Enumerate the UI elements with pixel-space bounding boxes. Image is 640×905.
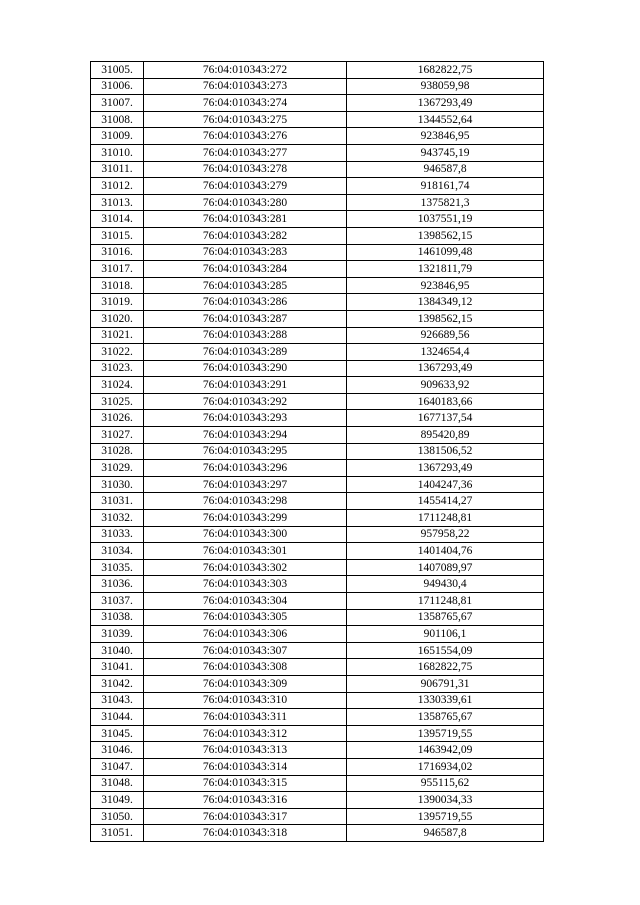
cadastral-value-cell: 1404247,36 [347,476,544,493]
cadastral-value-cell: 1455414,27 [347,493,544,510]
cadastral-number-cell: 76:04:010343:273 [144,78,347,95]
table-row [91,360,544,377]
cadastral-value-cell: 1407089,97 [347,559,544,576]
table-row [91,460,544,477]
table-row [91,675,544,692]
row-number-cell: 31015. [91,227,144,244]
row-number-cell: 31018. [91,277,144,294]
table-row [91,526,544,543]
cadastral-number-cell: 76:04:010343:276 [144,128,347,145]
cadastral-value-cell: 906791,31 [347,675,544,692]
cadastral-value-cell: 1324654,4 [347,344,544,361]
cadastral-value-cell: 1463942,09 [347,742,544,759]
cadastral-value-cell: 1640183,66 [347,393,544,410]
cadastral-value-cell: 1367293,49 [347,95,544,112]
cadastral-number-cell: 76:04:010343:282 [144,227,347,244]
table-row [91,244,544,261]
row-number-cell: 31048. [91,775,144,792]
cadastral-number-cell: 76:04:010343:299 [144,510,347,527]
row-number-cell: 31013. [91,194,144,211]
cadastral-value-cell: 1682822,75 [347,62,544,79]
cadastral-number-cell: 76:04:010343:293 [144,410,347,427]
cadastral-value-cell: 1375821,3 [347,194,544,211]
row-number-cell: 31033. [91,526,144,543]
table-body [91,62,544,842]
table-row [91,327,544,344]
cadastral-value-cell: 1390034,33 [347,792,544,809]
cadastral-number-cell: 76:04:010343:274 [144,95,347,112]
cadastral-value-cell: 957958,22 [347,526,544,543]
table-row [91,393,544,410]
cadastral-number-cell: 76:04:010343:278 [144,161,347,178]
cadastral-value-cell: 1682822,75 [347,659,544,676]
row-number-cell: 31038. [91,609,144,626]
row-number-cell: 31016. [91,244,144,261]
row-number-cell: 31043. [91,692,144,709]
cadastral-number-cell: 76:04:010343:285 [144,277,347,294]
table-row [91,725,544,742]
cadastral-value-cell: 1384349,12 [347,294,544,311]
table-row [91,310,544,327]
table-row [91,261,544,278]
cadastral-value-cell: 926689,56 [347,327,544,344]
table-row [91,62,544,79]
cadastral-value-cell: 1395719,55 [347,808,544,825]
cadastral-value-cell: 1711248,81 [347,510,544,527]
row-number-cell: 31034. [91,543,144,560]
cadastral-value-cell: 909633,92 [347,377,544,394]
row-number-cell: 31005. [91,62,144,79]
row-number-cell: 31020. [91,310,144,327]
table-row [91,443,544,460]
table-row [91,344,544,361]
row-number-cell: 31028. [91,443,144,460]
cadastral-number-cell: 76:04:010343:290 [144,360,347,377]
table-row [91,78,544,95]
row-number-cell: 31031. [91,493,144,510]
cadastral-value-cell: 1398562,15 [347,227,544,244]
cadastral-value-cell: 949430,4 [347,576,544,593]
table-row [91,476,544,493]
row-number-cell: 31037. [91,593,144,610]
table-row [91,642,544,659]
table-row [91,792,544,809]
row-number-cell: 31049. [91,792,144,809]
cadastral-number-cell: 76:04:010343:302 [144,559,347,576]
cadastral-value-cell: 1395719,55 [347,725,544,742]
cadastral-number-cell: 76:04:010343:281 [144,211,347,228]
cadastral-value-cell: 1651554,09 [347,642,544,659]
cadastral-number-cell: 76:04:010343:280 [144,194,347,211]
cadastral-value-table [90,61,544,842]
table-row [91,709,544,726]
table-row [91,227,544,244]
table-row [91,277,544,294]
table-row [91,410,544,427]
cadastral-number-cell: 76:04:010343:291 [144,377,347,394]
cadastral-value-cell: 918161,74 [347,178,544,195]
cadastral-value-cell: 895420,89 [347,427,544,444]
cadastral-number-cell: 76:04:010343:316 [144,792,347,809]
row-number-cell: 31040. [91,642,144,659]
row-number-cell: 31007. [91,95,144,112]
row-number-cell: 31014. [91,211,144,228]
cadastral-value-cell: 1344552,64 [347,111,544,128]
cadastral-number-cell: 76:04:010343:272 [144,62,347,79]
cadastral-number-cell: 76:04:010343:294 [144,427,347,444]
table-row [91,161,544,178]
cadastral-value-cell: 1461099,48 [347,244,544,261]
row-number-cell: 31041. [91,659,144,676]
cadastral-value-cell: 1381506,52 [347,443,544,460]
cadastral-number-cell: 76:04:010343:283 [144,244,347,261]
row-number-cell: 31027. [91,427,144,444]
table-row [91,742,544,759]
row-number-cell: 31008. [91,111,144,128]
cadastral-number-cell: 76:04:010343:304 [144,593,347,610]
cadastral-value-cell: 1401404,76 [347,543,544,560]
cadastral-number-cell: 76:04:010343:284 [144,261,347,278]
table-row [91,95,544,112]
row-number-cell: 31026. [91,410,144,427]
row-number-cell: 31022. [91,344,144,361]
cadastral-value-cell: 923846,95 [347,277,544,294]
table-row [91,377,544,394]
cadastral-number-cell: 76:04:010343:296 [144,460,347,477]
cadastral-value-cell: 1677137,54 [347,410,544,427]
row-number-cell: 31050. [91,808,144,825]
cadastral-value-cell: 901106,1 [347,626,544,643]
table-row [91,576,544,593]
cadastral-number-cell: 76:04:010343:307 [144,642,347,659]
cadastral-number-cell: 76:04:010343:314 [144,758,347,775]
table-row [91,294,544,311]
table-row [91,825,544,842]
row-number-cell: 31045. [91,725,144,742]
table-row [91,609,544,626]
cadastral-value-cell: 943745,19 [347,144,544,161]
cadastral-number-cell: 76:04:010343:292 [144,393,347,410]
row-number-cell: 31025. [91,393,144,410]
cadastral-value-cell: 1716934,02 [347,758,544,775]
cadastral-number-cell: 76:04:010343:305 [144,609,347,626]
cadastral-number-cell: 76:04:010343:308 [144,659,347,676]
cadastral-number-cell: 76:04:010343:295 [144,443,347,460]
row-number-cell: 31035. [91,559,144,576]
row-number-cell: 31017. [91,261,144,278]
cadastral-number-cell: 76:04:010343:286 [144,294,347,311]
row-number-cell: 31011. [91,161,144,178]
row-number-cell: 31029. [91,460,144,477]
row-number-cell: 31039. [91,626,144,643]
cadastral-number-cell: 76:04:010343:289 [144,344,347,361]
cadastral-value-cell: 938059,98 [347,78,544,95]
table-row [91,808,544,825]
row-number-cell: 31006. [91,78,144,95]
row-number-cell: 31030. [91,476,144,493]
cadastral-value-cell: 1367293,49 [347,360,544,377]
cadastral-number-cell: 76:04:010343:311 [144,709,347,726]
table-row [91,211,544,228]
cadastral-number-cell: 76:04:010343:277 [144,144,347,161]
row-number-cell: 31010. [91,144,144,161]
table-row [91,692,544,709]
table-row [91,128,544,145]
table-row [91,510,544,527]
cadastral-value-cell: 1358765,67 [347,709,544,726]
table-row [91,659,544,676]
cadastral-value-cell: 1037551,19 [347,211,544,228]
cadastral-number-cell: 76:04:010343:300 [144,526,347,543]
cadastral-number-cell: 76:04:010343:313 [144,742,347,759]
table-row [91,144,544,161]
row-number-cell: 31036. [91,576,144,593]
cadastral-number-cell: 76:04:010343:309 [144,675,347,692]
cadastral-number-cell: 76:04:010343:287 [144,310,347,327]
cadastral-value-cell: 923846,95 [347,128,544,145]
cadastral-number-cell: 76:04:010343:303 [144,576,347,593]
cadastral-value-cell: 1330339,61 [347,692,544,709]
row-number-cell: 31021. [91,327,144,344]
cadastral-number-cell: 76:04:010343:318 [144,825,347,842]
cadastral-value-cell: 1321811,79 [347,261,544,278]
row-number-cell: 31051. [91,825,144,842]
cadastral-value-cell: 955115,62 [347,775,544,792]
cadastral-value-cell: 1711248,81 [347,593,544,610]
table-row [91,427,544,444]
row-number-cell: 31019. [91,294,144,311]
cadastral-value-cell: 1367293,49 [347,460,544,477]
row-number-cell: 31047. [91,758,144,775]
cadastral-value-cell: 946587,8 [347,825,544,842]
row-number-cell: 31046. [91,742,144,759]
table-row [91,626,544,643]
cadastral-value-cell: 1358765,67 [347,609,544,626]
table-row [91,559,544,576]
table-row [91,194,544,211]
table-row [91,493,544,510]
table-row [91,178,544,195]
cadastral-number-cell: 76:04:010343:279 [144,178,347,195]
table-row [91,593,544,610]
table-row [91,758,544,775]
cadastral-number-cell: 76:04:010343:315 [144,775,347,792]
cadastral-number-cell: 76:04:010343:297 [144,476,347,493]
row-number-cell: 31023. [91,360,144,377]
cadastral-number-cell: 76:04:010343:288 [144,327,347,344]
row-number-cell: 31032. [91,510,144,527]
cadastral-value-cell: 946587,8 [347,161,544,178]
cadastral-number-cell: 76:04:010343:317 [144,808,347,825]
cadastral-number-cell: 76:04:010343:275 [144,111,347,128]
row-number-cell: 31044. [91,709,144,726]
row-number-cell: 31042. [91,675,144,692]
cadastral-number-cell: 76:04:010343:310 [144,692,347,709]
cadastral-number-cell: 76:04:010343:298 [144,493,347,510]
row-number-cell: 31012. [91,178,144,195]
cadastral-value-cell: 1398562,15 [347,310,544,327]
table-row [91,543,544,560]
row-number-cell: 31009. [91,128,144,145]
cadastral-number-cell: 76:04:010343:312 [144,725,347,742]
table-row [91,111,544,128]
table-row [91,775,544,792]
cadastral-number-cell: 76:04:010343:306 [144,626,347,643]
cadastral-number-cell: 76:04:010343:301 [144,543,347,560]
row-number-cell: 31024. [91,377,144,394]
